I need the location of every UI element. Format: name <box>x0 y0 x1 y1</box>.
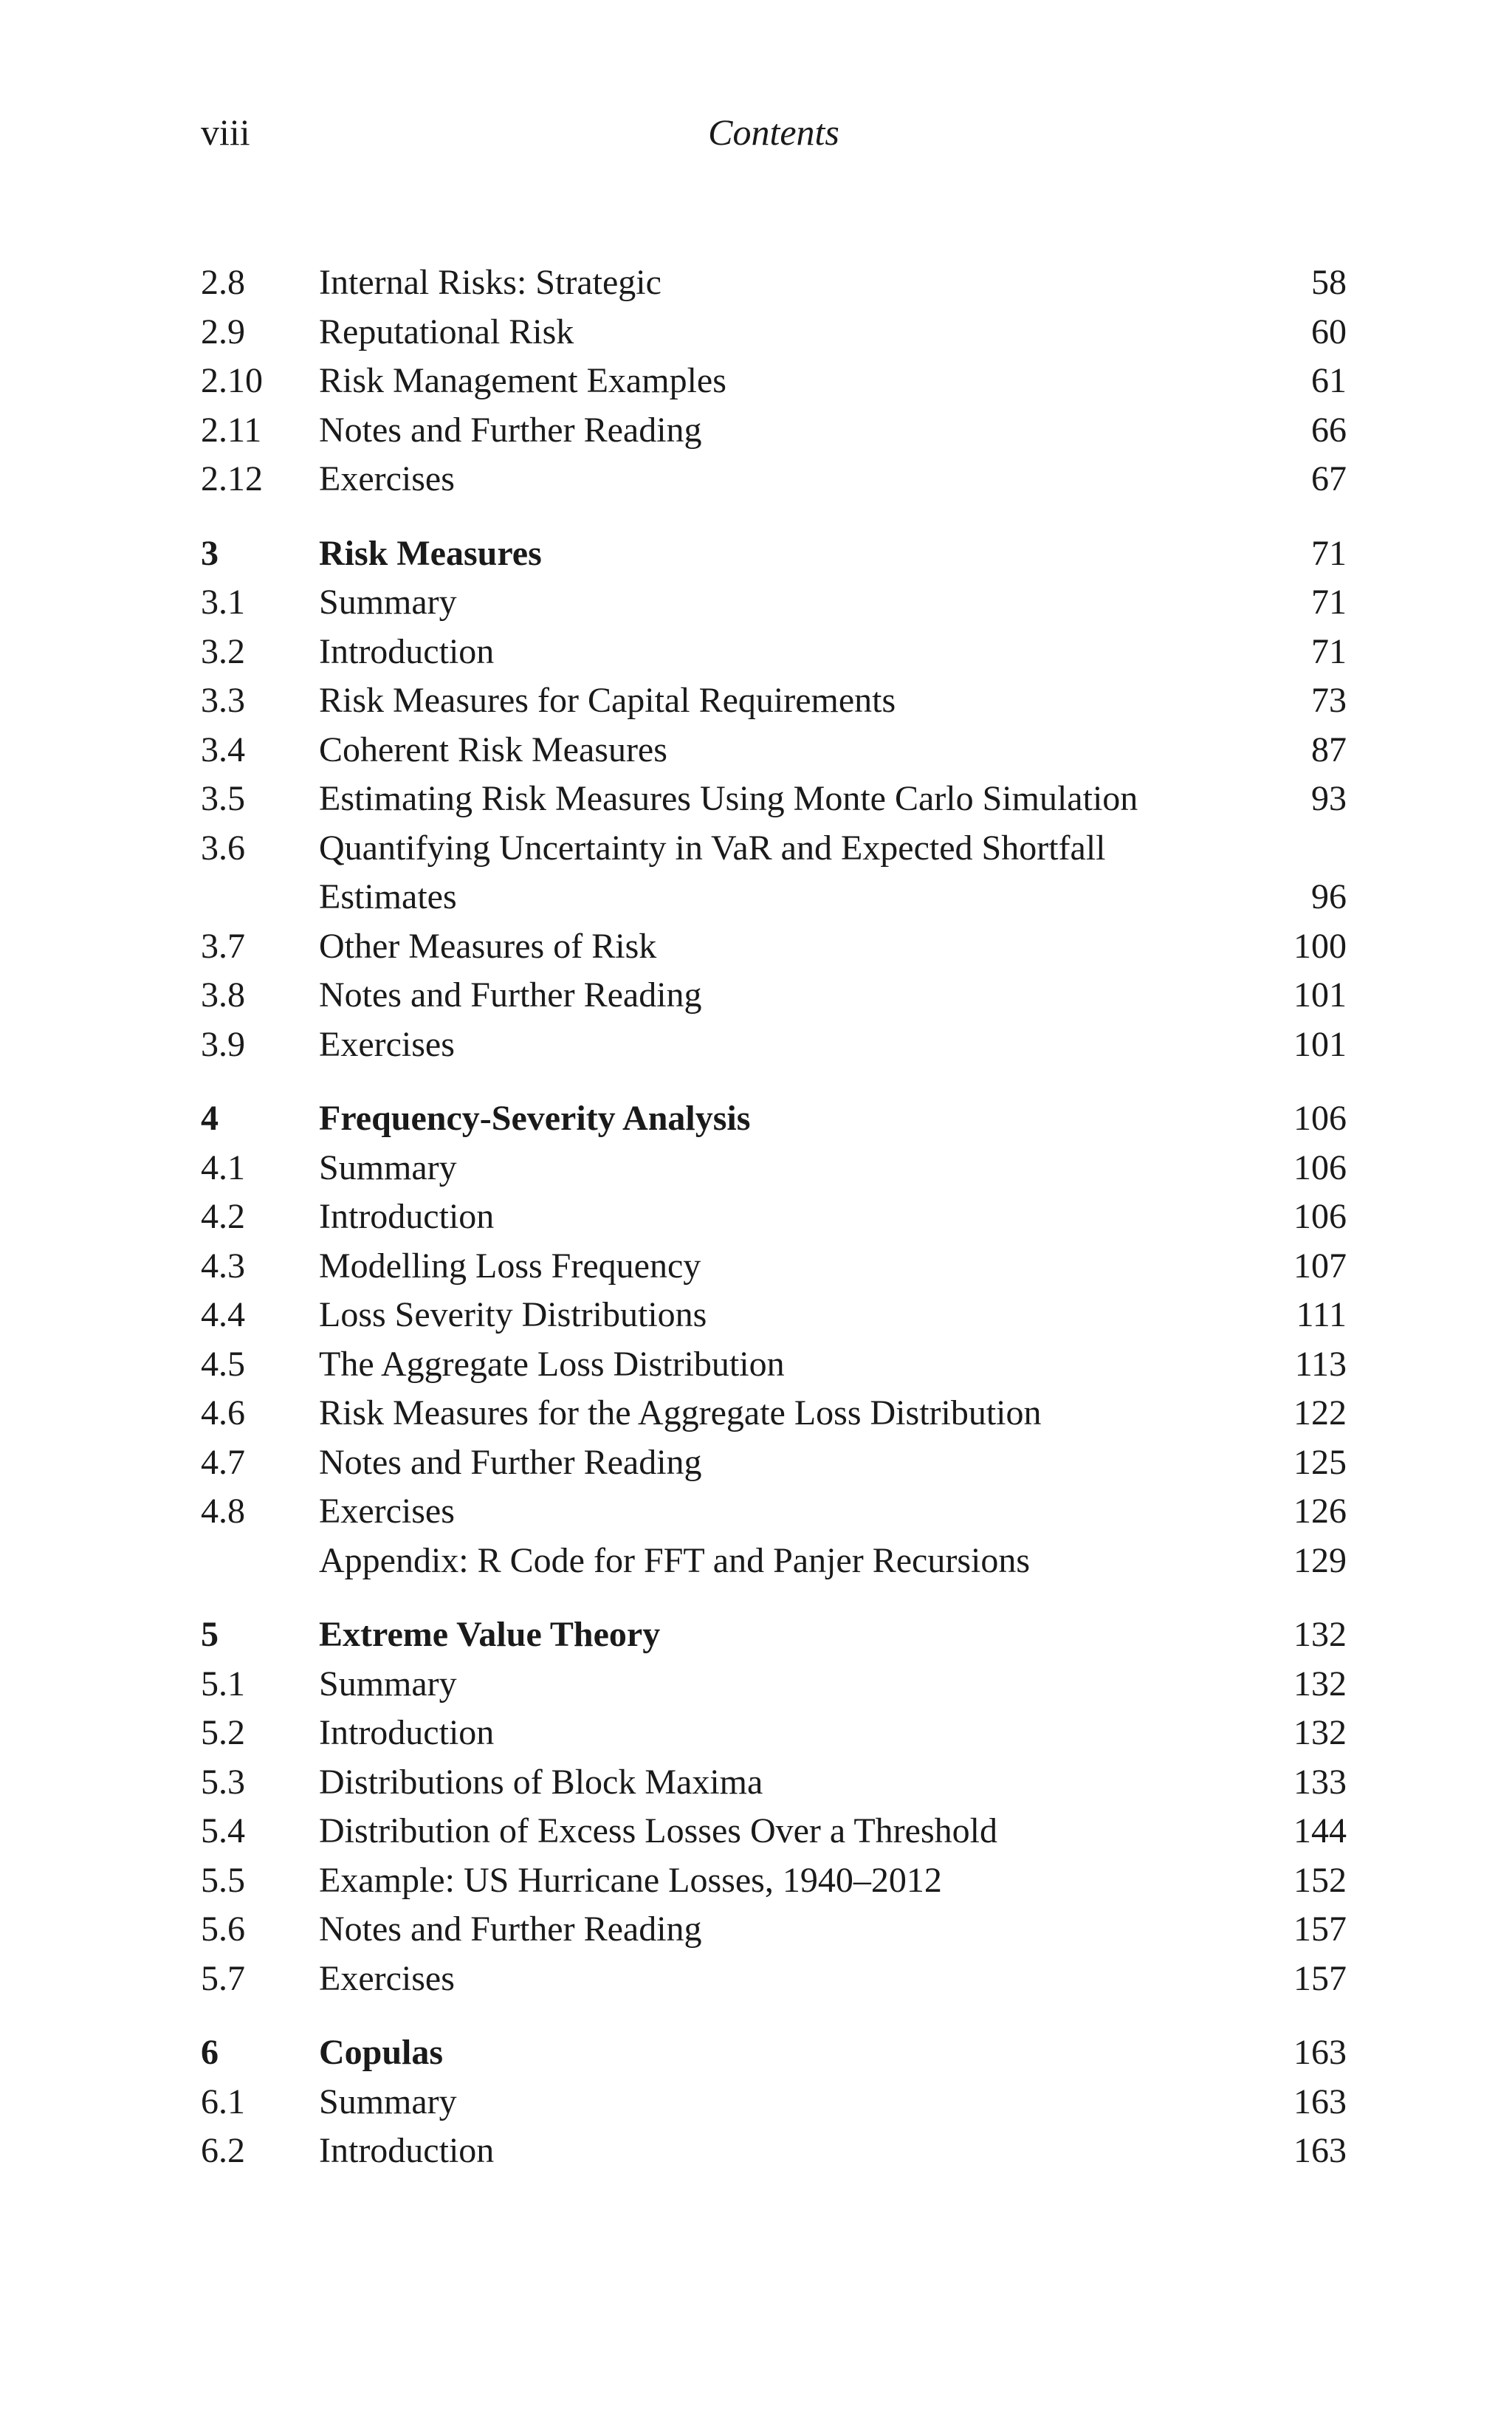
toc-title: Introduction <box>319 1713 495 1752</box>
toc-entry-row[interactable] <box>201 726 1347 775</box>
toc-page-number: 157 <box>1293 1910 1347 1949</box>
toc-entry-row[interactable] <box>201 775 1347 824</box>
toc-page-number: 132 <box>1293 1713 1347 1752</box>
toc-title: Copulas <box>319 2033 444 2072</box>
toc-number: 4.5 <box>201 1344 245 1384</box>
toc-page-number: 163 <box>1293 2033 1347 2072</box>
toc-title: Distributions of Block Maxima <box>319 1762 763 1802</box>
toc-entry-row[interactable] <box>201 258 1347 308</box>
toc-title: Exercises <box>319 1958 455 1998</box>
toc-page-number: 61 <box>1311 361 1347 400</box>
toc-number: 2.10 <box>201 361 263 400</box>
toc-page-number: 106 <box>1293 1099 1347 1138</box>
toc-title: Risk Measures for Capital Requirements <box>319 681 896 720</box>
toc-page-number: 111 <box>1296 1295 1347 1334</box>
toc-number: 4.3 <box>201 1246 245 1286</box>
toc-entry-row[interactable] <box>201 2127 1347 2176</box>
toc-number: 4 <box>201 1099 219 1138</box>
toc-title: Modelling Loss Frequency <box>319 1246 701 1286</box>
toc-page-number: 73 <box>1311 681 1347 720</box>
toc-page-number: 67 <box>1311 459 1347 498</box>
toc-number: 3.7 <box>201 926 245 966</box>
toc-group <box>201 1610 1347 2003</box>
toc-page-number: 87 <box>1311 730 1347 769</box>
toc-number: 3.4 <box>201 730 245 769</box>
toc-title: Summary <box>319 583 457 622</box>
toc-number: 3.9 <box>201 1024 245 1064</box>
toc-number: 6.2 <box>201 2131 245 2170</box>
toc-number: 5.7 <box>201 1958 245 1998</box>
toc-page-number: 71 <box>1311 533 1347 573</box>
table-of-contents <box>201 258 1347 2201</box>
toc-number: 3.8 <box>201 975 245 1015</box>
toc-number: 3.3 <box>201 681 245 720</box>
toc-number: 5.1 <box>201 1664 245 1703</box>
toc-title: Risk Measures <box>319 533 542 573</box>
toc-entry-row[interactable] <box>201 1856 1347 1906</box>
toc-entry-row[interactable] <box>201 1291 1347 1340</box>
toc-title: The Aggregate Loss Distribution <box>319 1344 785 1384</box>
toc-page-number: 106 <box>1293 1197 1347 1236</box>
toc-title: Quantifying Uncertainty in VaR and Expected Shortfall <box>319 828 1106 868</box>
toc-group <box>201 258 1347 504</box>
page-header <box>201 111 1347 162</box>
toc-title: Appendix: R Code for FFT and Panjer Recursions <box>319 1540 1031 1580</box>
toc-title: Coherent Risk Measures <box>319 730 667 769</box>
toc-entry-row[interactable] <box>201 1438 1347 1488</box>
toc-entry-row[interactable] <box>201 824 1347 874</box>
toc-page-number: 71 <box>1311 583 1347 622</box>
toc-chapter-row[interactable] <box>201 1610 1347 1660</box>
toc-title: Reputational Risk <box>319 312 574 351</box>
toc-number: 2.11 <box>201 410 262 450</box>
toc-number: 5.4 <box>201 1811 245 1850</box>
toc-entry-row[interactable] <box>201 1660 1347 1709</box>
toc-title: Notes and Further Reading <box>319 975 702 1015</box>
toc-number: 2.12 <box>201 459 263 498</box>
toc-title: Summary <box>319 1147 457 1187</box>
toc-entry-row[interactable] <box>201 1389 1347 1438</box>
toc-number: 5 <box>201 1615 219 1654</box>
toc-page-number: 71 <box>1311 631 1347 671</box>
toc-title: Notes and Further Reading <box>319 410 702 450</box>
toc-entry-row[interactable] <box>201 1955 1347 2004</box>
toc-entry-row[interactable] <box>201 455 1347 504</box>
toc-title: Notes and Further Reading <box>319 1910 702 1949</box>
toc-title: Exercises <box>319 1492 455 1531</box>
toc-page-number: 58 <box>1311 263 1347 302</box>
toc-number: 3.6 <box>201 828 245 868</box>
toc-title: Other Measures of Risk <box>319 926 657 966</box>
toc-page-number: 107 <box>1293 1246 1347 1286</box>
toc-number: 2.9 <box>201 312 245 351</box>
toc-number: 5.2 <box>201 1713 245 1752</box>
toc-number: 5.5 <box>201 1860 245 1900</box>
toc-number: 5.3 <box>201 1762 245 1802</box>
toc-number: 3 <box>201 533 219 573</box>
toc-title: Summary <box>319 2082 457 2121</box>
toc-title: Introduction <box>319 1197 495 1236</box>
toc-number: 4.1 <box>201 1147 245 1187</box>
toc-number: 4.8 <box>201 1492 245 1531</box>
toc-page-number: 60 <box>1311 312 1347 351</box>
toc-page-number: 163 <box>1293 2082 1347 2121</box>
toc-number: 3.5 <box>201 779 245 818</box>
toc-group <box>201 1094 1347 1585</box>
toc-entry-row[interactable] <box>201 1905 1347 1955</box>
toc-page-number: 101 <box>1293 975 1347 1015</box>
toc-page-number: 144 <box>1293 1811 1347 1850</box>
toc-page-number: 93 <box>1311 779 1347 818</box>
toc-entry-row[interactable] <box>201 357 1347 406</box>
toc-page-number: 106 <box>1293 1147 1347 1187</box>
toc-number: 2.8 <box>201 263 245 302</box>
toc-title: Distribution of Excess Losses Over a Threshold <box>319 1811 997 1850</box>
toc-entry-row[interactable] <box>201 2078 1347 2127</box>
toc-page-number: 152 <box>1293 1860 1347 1900</box>
toc-entry-row[interactable] <box>201 1807 1347 1856</box>
toc-page-number: 125 <box>1293 1442 1347 1482</box>
toc-entry-row[interactable] <box>201 873 1347 922</box>
toc-page-number: 113 <box>1294 1344 1347 1384</box>
running-title: Contents <box>708 111 839 153</box>
toc-group <box>201 529 1347 1070</box>
toc-title: Notes and Further Reading <box>319 1442 702 1482</box>
toc-page-number: 122 <box>1293 1393 1347 1432</box>
toc-entry-row[interactable] <box>201 1758 1347 1808</box>
toc-chapter-row[interactable] <box>201 2028 1347 2078</box>
toc-title: Exercises <box>319 1024 455 1064</box>
toc-title: Summary <box>319 1664 457 1703</box>
toc-chapter-row[interactable] <box>201 1094 1347 1144</box>
toc-title: Risk Management Examples <box>319 361 726 400</box>
toc-title: Risk Measures for the Aggregate Loss Distribution <box>319 1393 1042 1432</box>
toc-page-number: 101 <box>1293 1024 1347 1064</box>
toc-entry-row[interactable] <box>201 1193 1347 1242</box>
toc-number: 4.6 <box>201 1393 245 1432</box>
toc-page-number: 126 <box>1293 1492 1347 1531</box>
toc-entry-row[interactable] <box>201 1340 1347 1390</box>
toc-chapter-row[interactable] <box>201 529 1347 579</box>
toc-page-number: 100 <box>1293 926 1347 966</box>
toc-title: Frequency-Severity Analysis <box>319 1099 751 1138</box>
toc-title: Estimating Risk Measures Using Monte Carlo Simulation <box>319 779 1138 818</box>
toc-page-number: 129 <box>1293 1540 1347 1580</box>
toc-page-number: 133 <box>1293 1762 1347 1802</box>
toc-entry-row[interactable] <box>201 628 1347 677</box>
toc-entry-row[interactable] <box>201 1487 1347 1537</box>
toc-number: 4.4 <box>201 1295 245 1334</box>
toc-entry-row[interactable] <box>201 1242 1347 1291</box>
page-number: viii <box>201 111 250 153</box>
toc-number: 5.6 <box>201 1910 245 1949</box>
toc-title: Estimates <box>319 877 457 916</box>
toc-page-number: 157 <box>1293 1958 1347 1998</box>
toc-entry-row[interactable] <box>201 1144 1347 1193</box>
toc-page-number: 132 <box>1293 1615 1347 1654</box>
toc-number: 6.1 <box>201 2082 245 2121</box>
toc-entry-row[interactable] <box>201 1020 1347 1070</box>
toc-page-number: 66 <box>1311 410 1347 450</box>
toc-title: Extreme Value Theory <box>319 1615 661 1654</box>
toc-page-number: 132 <box>1293 1664 1347 1703</box>
toc-number: 3.1 <box>201 583 245 622</box>
toc-entry-row[interactable] <box>201 308 1347 357</box>
toc-number: 4.7 <box>201 1442 245 1482</box>
toc-title: Introduction <box>319 2131 495 2170</box>
toc-number: 3.2 <box>201 631 245 671</box>
toc-title: Loss Severity Distributions <box>319 1295 707 1334</box>
toc-group <box>201 2028 1347 2176</box>
toc-title: Exercises <box>319 459 455 498</box>
toc-entry-row[interactable] <box>201 406 1347 456</box>
toc-title: Internal Risks: Strategic <box>319 263 662 302</box>
toc-title: Example: US Hurricane Losses, 1940–2012 <box>319 1860 942 1900</box>
toc-entry-row[interactable] <box>201 676 1347 726</box>
toc-page-number: 96 <box>1311 877 1347 916</box>
toc-number: 4.2 <box>201 1197 245 1236</box>
toc-entry-row[interactable] <box>201 922 1347 972</box>
toc-number: 6 <box>201 2033 219 2072</box>
toc-entry-row[interactable] <box>201 971 1347 1020</box>
toc-entry-row[interactable] <box>201 578 1347 628</box>
toc-entry-row[interactable] <box>201 1709 1347 1758</box>
toc-title: Introduction <box>319 631 495 671</box>
toc-entry-row[interactable] <box>201 1537 1347 1586</box>
toc-page-number: 163 <box>1293 2131 1347 2170</box>
